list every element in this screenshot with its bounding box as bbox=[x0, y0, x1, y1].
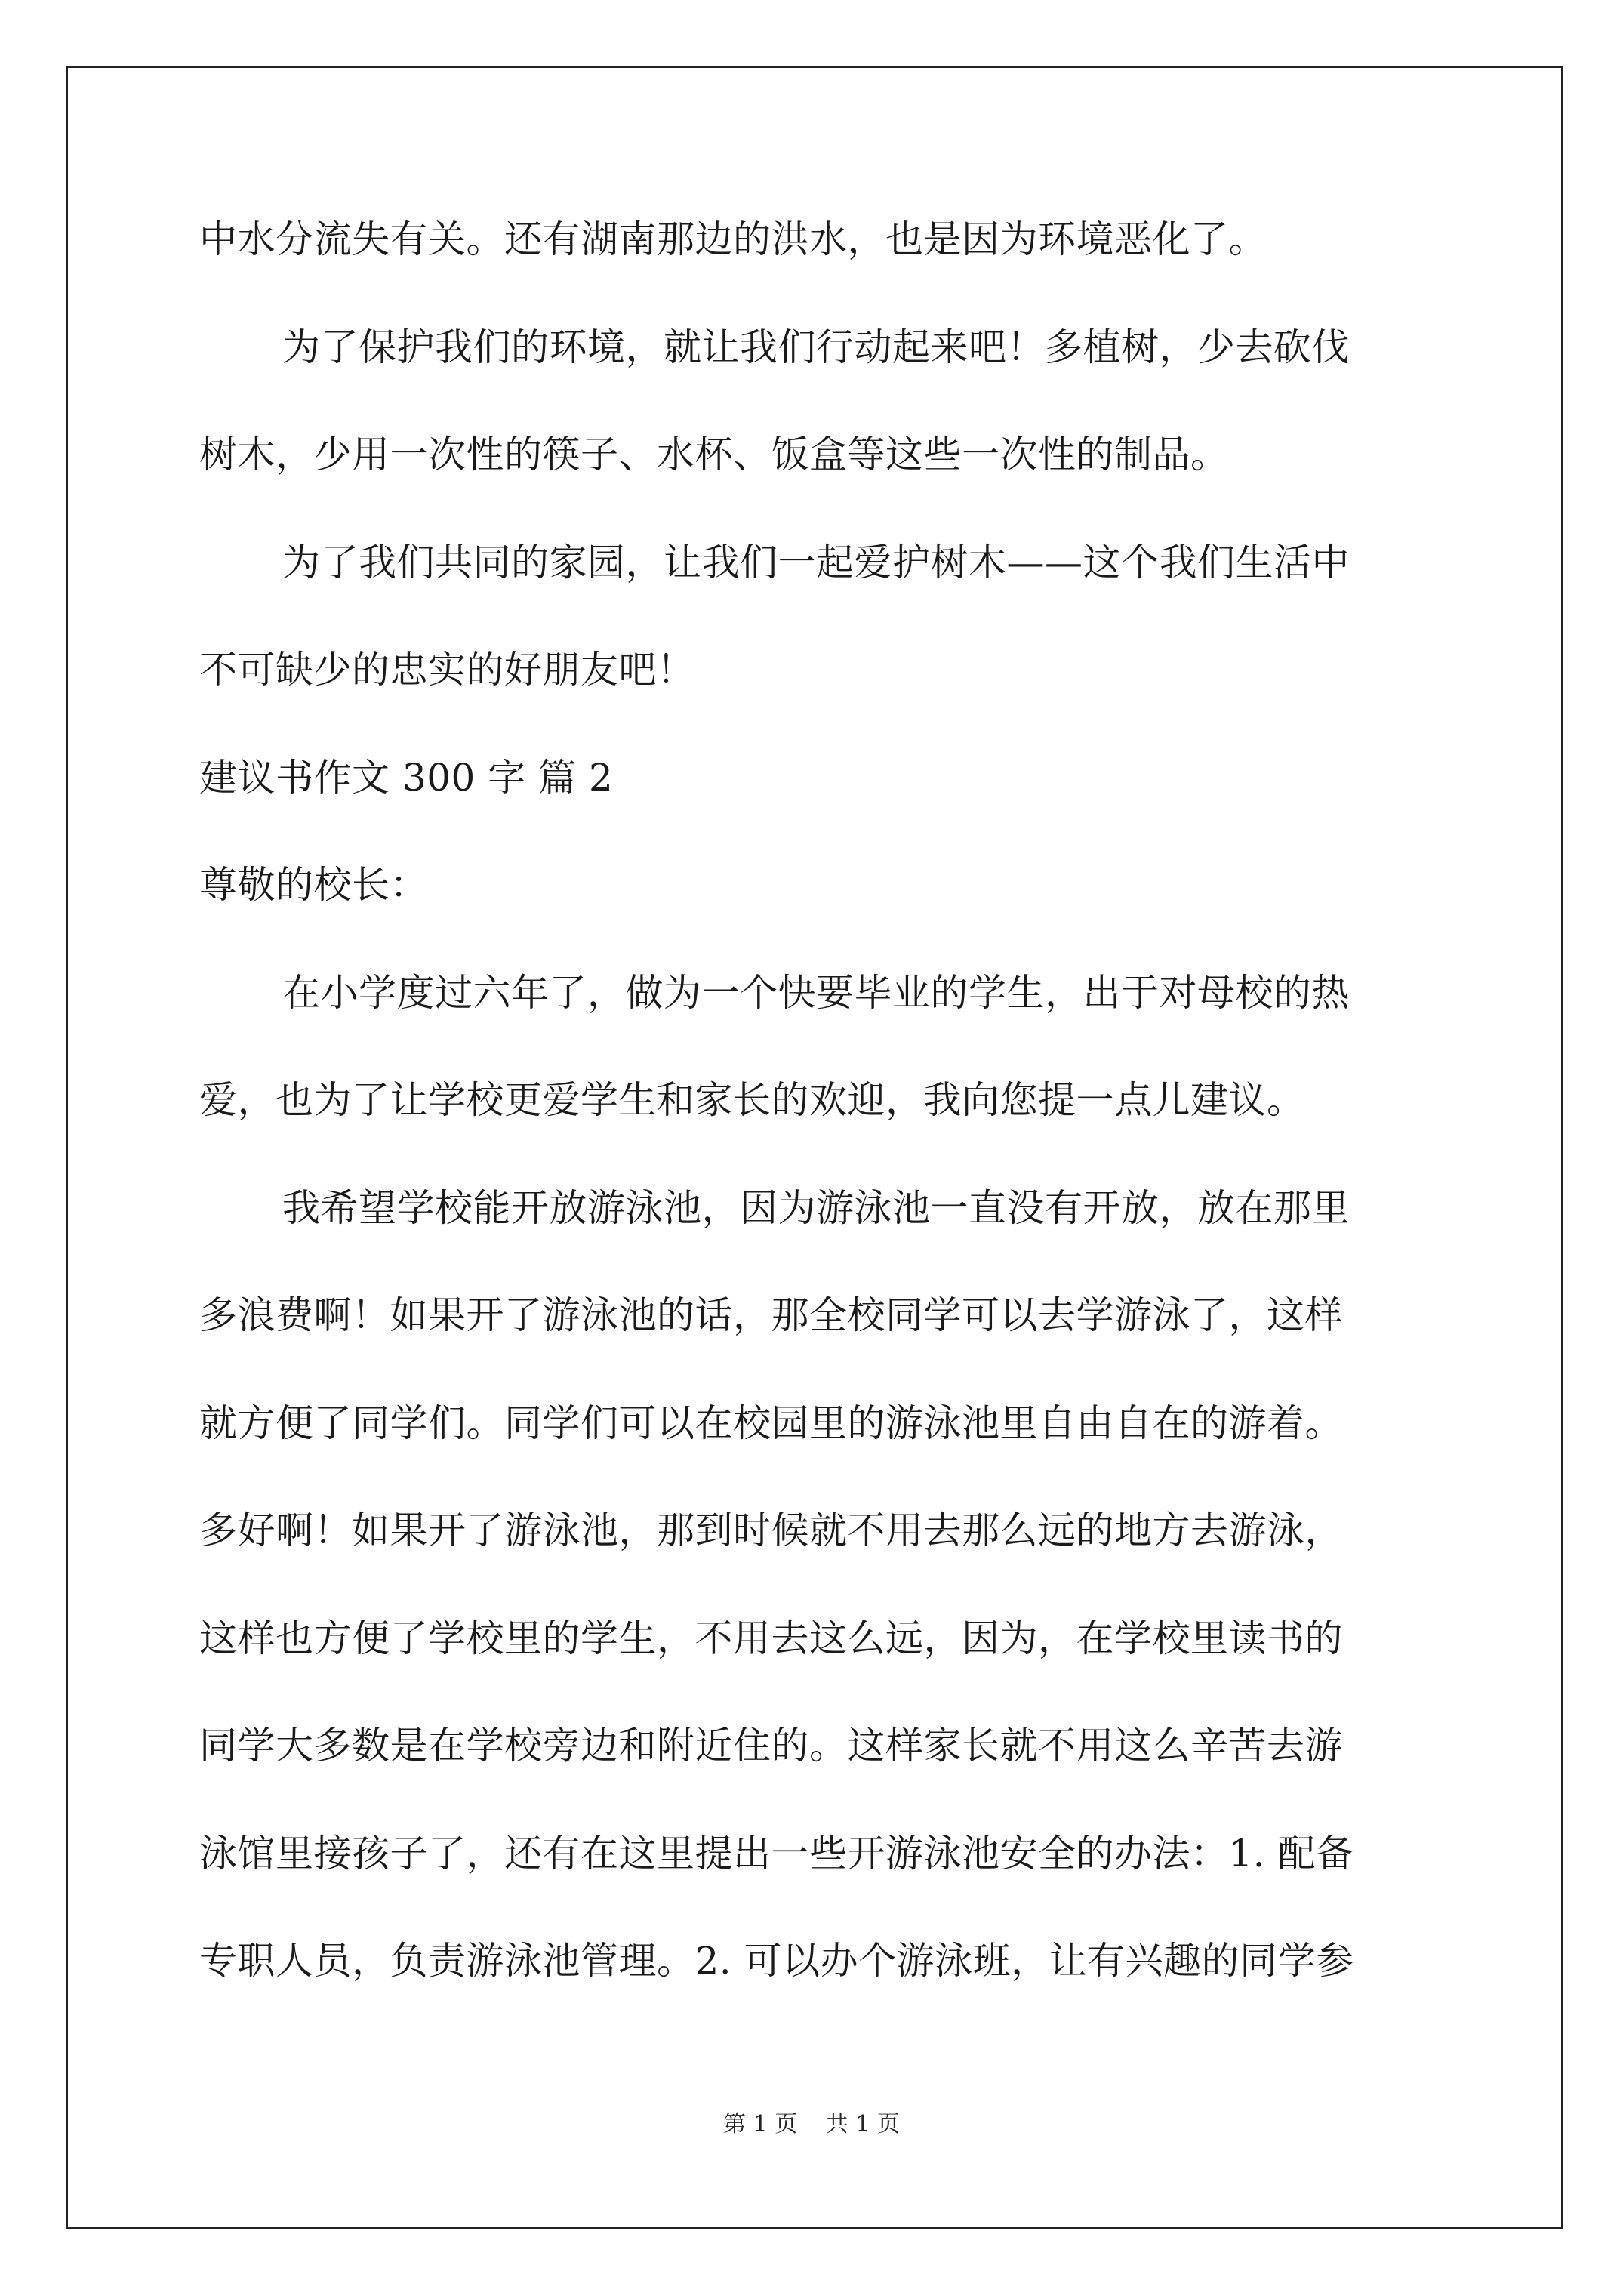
text-line: 泳馆里接孩子了，还有在这里提出一些开游泳池安全的办法：1. 配备 bbox=[199, 1831, 1354, 1875]
text-line: 爱，也为了让学校更爱学生和家长的欢迎，我向您提一点儿建议。 bbox=[199, 1078, 1305, 1122]
page-number: 第 1 页 bbox=[723, 2111, 798, 2137]
text-line: 专职人员，负责游泳池管理。2. 可以办个游泳班，让有兴趣的同学参 bbox=[199, 1939, 1354, 1983]
text-line: 同学大多数是在学校旁边和附近住的。这样家长就不用这么辛苦去游 bbox=[199, 1724, 1343, 1767]
text-line: 就方便了同学们。同学们可以在校园里的游泳池里自由自在的游着。 bbox=[199, 1401, 1343, 1445]
page-total: 共 1 页 bbox=[825, 2111, 900, 2137]
text-line: 这样也方便了学校里的学生，不用去这么远，因为，在学校里读书的 bbox=[199, 1616, 1343, 1660]
text-line: 多好啊！如果开了游泳池，那到时候就不用去那么远的地方去游泳， bbox=[199, 1509, 1343, 1552]
text-line: 为了保护我们的环境，就让我们行动起来吧！多植树，少去砍伐 bbox=[282, 325, 1350, 369]
text-line: 多浪费啊！如果开了游泳池的话，那全校同学可以去学游泳了，这样 bbox=[199, 1293, 1343, 1337]
page-footer bbox=[0, 2105, 1623, 2138]
text-line: 为了我们共同的家园，让我们一起爱护树木——这个我们生活中 bbox=[282, 540, 1350, 584]
section-heading: 建议书作文 300 字 篇 2 bbox=[199, 755, 614, 800]
text-line: 我希望学校能开放游泳池，因为游泳池一直没有开放，放在那里 bbox=[282, 1185, 1350, 1230]
text-line: 树木，少用一次性的筷子、水杯、饭盒等这些一次性的制品。 bbox=[199, 433, 1229, 476]
text-line: 不可缺少的忠实的好朋友吧！ bbox=[199, 648, 695, 692]
text-line: 在小学度过六年了，做为一个快要毕业的学生，出于对母校的热 bbox=[282, 970, 1350, 1015]
document-body bbox=[199, 213, 1434, 2042]
text-line: 中水分流失有关。还有湖南那边的洪水，也是因为环境恶化了。 bbox=[199, 217, 1267, 261]
salutation: 尊敬的校长： bbox=[199, 863, 428, 907]
